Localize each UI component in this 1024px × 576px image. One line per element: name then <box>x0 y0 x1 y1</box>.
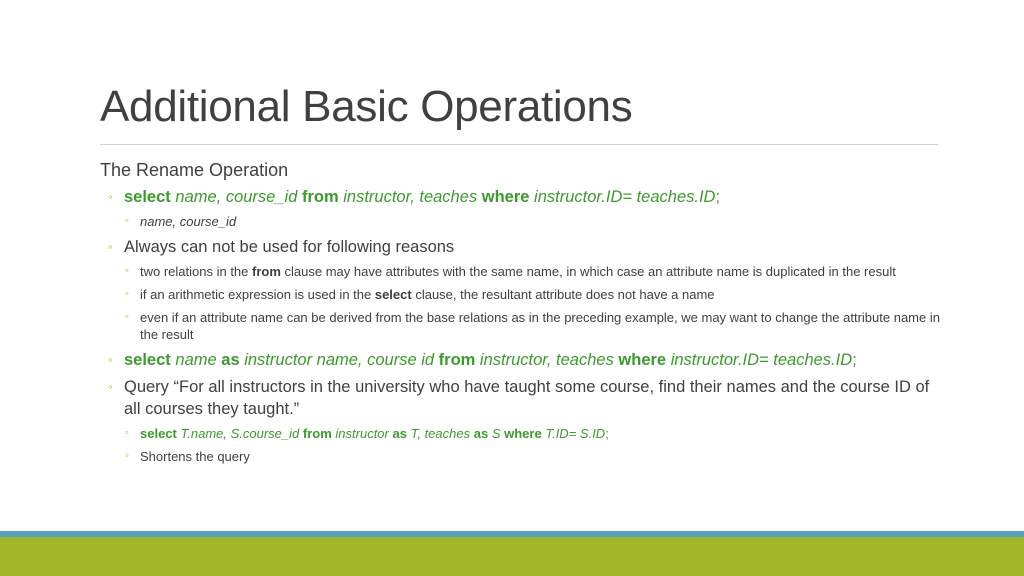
bullet-icon: ◦ <box>125 450 129 462</box>
reasons-heading: ◦ Always can not be used for following reasons <box>108 238 455 256</box>
bullet-icon: ◦ <box>108 189 113 204</box>
bullet-icon: ◦ <box>108 379 113 394</box>
bullet-icon: ◦ <box>125 265 129 277</box>
reason-item: ◦ even if an attribute name can be derived from the base relations as in the preceding example, we may want to change the attribute name in the result <box>125 310 940 342</box>
query-line-3: ◦ select T.name, S.course_id from instructor as T, teaches as S where T.ID= S.ID; <box>125 426 609 441</box>
section-heading: The Rename Operation <box>100 160 289 180</box>
title-divider <box>100 144 938 145</box>
query-line-2: ◦ select name as instructor name, course id from instructor, teaches where instructor.ID= teaches.ID; <box>108 351 857 369</box>
slide-body <box>100 158 940 471</box>
bullet-icon: ◦ <box>125 427 129 439</box>
shortens-note: ◦ Shortens the query <box>125 449 250 464</box>
query-line-1-sub: ◦ name, course_id <box>125 214 237 229</box>
query-line-1: ◦ select name, course_id from instructor, teaches where instructor.ID= teaches.ID; <box>108 188 721 206</box>
bullet-icon: ◦ <box>125 215 129 227</box>
bullet-icon: ◦ <box>108 239 113 254</box>
slide-title: Additional Basic Operations <box>100 82 633 131</box>
footer-bar <box>0 537 1024 576</box>
query-description: ◦ Query “For all instructors in the university who have taught some course, find their names and the course ID of all courses they taught.” <box>108 378 930 418</box>
bullet-icon: ◦ <box>125 311 129 323</box>
reason-item: ◦ if an arithmetic expression is used in the select clause, the resultant attribute does not have a name <box>125 287 715 302</box>
bullet-icon: ◦ <box>108 352 113 367</box>
reason-item: ◦ two relations in the from clause may have attributes with the same name, in which case an attribute name is duplicated in the result <box>125 264 896 279</box>
bullet-icon: ◦ <box>125 288 129 300</box>
